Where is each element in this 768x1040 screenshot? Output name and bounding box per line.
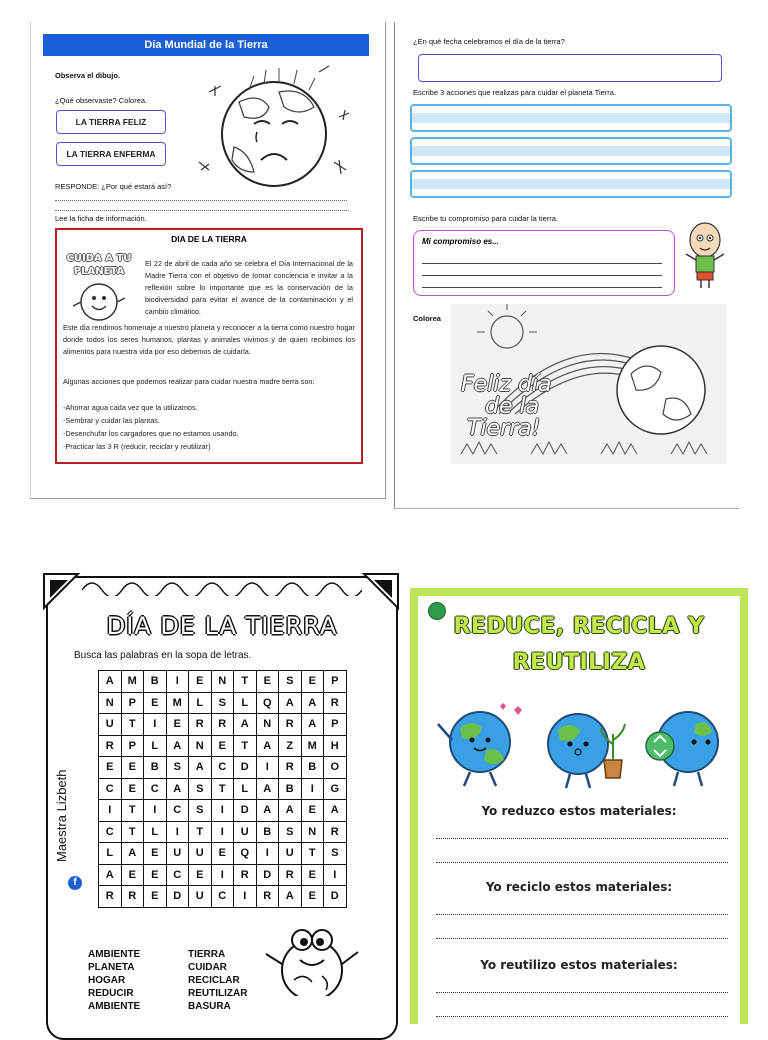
grid-cell[interactable]: R xyxy=(234,864,257,886)
grid-cell[interactable]: M xyxy=(301,735,324,757)
grid-row xyxy=(99,757,347,779)
question-actions: Escribe 3 acciones que realizas para cuidar el planeta Tierra. xyxy=(413,88,617,97)
grid-cell[interactable]: A xyxy=(166,778,189,800)
grid-cell[interactable]: D xyxy=(324,886,347,908)
word-item: REDUCIR xyxy=(88,988,134,999)
grid-cell[interactable]: E xyxy=(166,714,189,736)
action-item: -Ahorrar agua cada vez que la utilizamos. xyxy=(63,403,198,412)
swirl-decoration xyxy=(82,574,362,596)
commitment-box[interactable] xyxy=(413,230,675,296)
grid-cell[interactable]: L xyxy=(144,735,167,757)
grid-cell[interactable]: L xyxy=(234,692,257,714)
grid-cell[interactable]: D xyxy=(166,886,189,908)
grid-cell[interactable]: C xyxy=(144,778,167,800)
earth-recycle-plant-icon xyxy=(534,700,634,790)
grid-cell[interactable]: B xyxy=(279,778,302,800)
grid-cell[interactable]: A xyxy=(256,778,279,800)
question-commitment: Escribe tu compromiso para cuidar la tierra. xyxy=(413,214,559,223)
grid-cell[interactable]: U xyxy=(234,821,257,843)
grid-cell[interactable]: A xyxy=(189,757,212,779)
grid-cell[interactable]: T xyxy=(211,778,234,800)
grid-cell[interactable]: S xyxy=(166,757,189,779)
commitment-line[interactable] xyxy=(422,287,662,288)
grid-cell[interactable]: A xyxy=(234,714,257,736)
grid-cell[interactable]: E xyxy=(121,757,144,779)
grid-cell[interactable]: A xyxy=(99,864,122,886)
word-item: HOGAR xyxy=(88,975,126,986)
word-list-right xyxy=(188,948,247,1013)
grid-cell[interactable]: A xyxy=(324,800,347,822)
banner-line: Feliz día xyxy=(461,372,552,397)
grid-cell[interactable]: B xyxy=(144,671,167,693)
grid-row xyxy=(99,800,347,822)
grid-row xyxy=(99,864,347,886)
grid-cell[interactable]: E xyxy=(144,886,167,908)
grid-cell[interactable]: N xyxy=(189,735,212,757)
cartoon-earth-icon xyxy=(260,920,364,996)
grid-row xyxy=(99,735,347,757)
grid-cell[interactable]: C xyxy=(166,800,189,822)
grid-cell[interactable]: S xyxy=(189,800,212,822)
grid-cell[interactable]: M xyxy=(121,671,144,693)
grid-cell[interactable]: A xyxy=(256,800,279,822)
grid-cell[interactable]: S xyxy=(189,778,212,800)
grid-cell[interactable]: T xyxy=(121,800,144,822)
author-credit: Maestra Lizbeth xyxy=(54,769,69,862)
grid-cell[interactable]: B xyxy=(256,821,279,843)
grid-row xyxy=(99,821,347,843)
grid-cell[interactable]: N xyxy=(301,821,324,843)
word-item: CUIDAR xyxy=(188,962,227,973)
action-item: -Desenchufar los cargadores que no estamos usando. xyxy=(63,429,239,438)
grid-cell[interactable]: E xyxy=(301,671,324,693)
grid-cell[interactable]: L xyxy=(144,821,167,843)
grid-cell[interactable]: L xyxy=(99,843,122,865)
grid-cell[interactable]: T xyxy=(121,821,144,843)
grid-cell[interactable]: E xyxy=(144,864,167,886)
smiling-earth-icon xyxy=(71,280,127,322)
grid-cell[interactable]: I xyxy=(256,757,279,779)
grid-cell[interactable]: I xyxy=(99,800,122,822)
grid-cell[interactable]: S xyxy=(324,843,347,865)
grid-cell[interactable]: T xyxy=(234,735,257,757)
word-item: AMBIENTE xyxy=(88,949,141,960)
grid-cell[interactable]: R xyxy=(99,735,122,757)
grid-cell[interactable]: U xyxy=(189,843,212,865)
grid-cell[interactable]: S xyxy=(279,671,302,693)
grid-cell[interactable]: R xyxy=(279,864,302,886)
banner-line: de la xyxy=(485,394,540,419)
grid-cell[interactable]: I xyxy=(211,864,234,886)
commitment-line[interactable] xyxy=(422,275,662,276)
grid-cell[interactable]: E xyxy=(301,886,324,908)
grid-cell[interactable]: I xyxy=(234,886,257,908)
grid-cell[interactable]: D xyxy=(234,757,257,779)
grid-cell[interactable]: U xyxy=(189,886,212,908)
commitment-label: Mi compromiso es... xyxy=(422,237,499,246)
action-item: -Practicar las 3 R (reducir, reciclar y reutilizar) xyxy=(63,442,211,451)
grid-cell[interactable]: N xyxy=(99,692,122,714)
info-paragraph-1: El 22 de abril de cada año se celebra el Día Internacional de la Madre Tierra con el objetivo de tomar conciencia e invitar a la reflexión sobre lo importante que es la conservación de la biodiversidad para evitar el avance de la contaminación y el cambio climático. xyxy=(145,259,353,316)
grid-cell[interactable]: A xyxy=(256,735,279,757)
reduce-answer-line[interactable] xyxy=(436,838,728,839)
grid-cell[interactable]: A xyxy=(301,692,324,714)
facebook-icon: f xyxy=(68,876,82,890)
grid-cell[interactable]: C xyxy=(211,757,234,779)
grid-cell[interactable]: L xyxy=(189,692,212,714)
recycle-answer-line[interactable] xyxy=(436,914,728,915)
grid-cell[interactable]: B xyxy=(144,757,167,779)
grid-cell[interactable]: Q xyxy=(234,843,257,865)
worksheet-earth-day-questions xyxy=(394,22,739,509)
reduce-answer-line[interactable] xyxy=(436,862,728,863)
care-planet-badge: CUIDA A TU PLANETA xyxy=(66,253,132,277)
word-item: TIERRA xyxy=(188,949,226,960)
info-paragraph-2: Este día rendimos homenaje a nuestro planeta y reconocer a la tierra como nuestro hogar donde todos los seres humanos, plantas y animales vivimos y de quien recibimos los alimentos para nuestra vida por eso debemos de cuidarla. xyxy=(63,323,355,356)
word-search-title: DÍA DE LA TIERRA xyxy=(106,612,338,640)
reuse-answer-line[interactable] xyxy=(436,992,728,993)
grid-cell[interactable]: I xyxy=(324,864,347,886)
recycle-prompt: Yo reciclo estos materiales: xyxy=(485,880,673,894)
grid-cell[interactable]: R xyxy=(324,821,347,843)
grid-cell[interactable]: E xyxy=(99,757,122,779)
grid-cell[interactable]: A xyxy=(279,692,302,714)
word-item: BASURA xyxy=(188,1001,231,1012)
reuse-answer-line[interactable] xyxy=(436,1016,728,1017)
title-line-2: REUTILIZA xyxy=(512,650,646,675)
grid-cell[interactable]: E xyxy=(189,671,212,693)
question-date: ¿En qué fecha celebramos el día de la tierra? xyxy=(413,37,565,46)
corner-ornament-icon xyxy=(42,572,82,612)
grid-cell[interactable]: N xyxy=(256,714,279,736)
grid-cell[interactable]: R xyxy=(279,757,302,779)
title-line-1: REDUCE, RECICLA Y xyxy=(453,614,705,639)
grid-cell[interactable]: Q xyxy=(256,692,279,714)
grid-cell[interactable]: A xyxy=(301,714,324,736)
worksheet-reduce-recycle xyxy=(410,588,748,1024)
respond-label: RESPONDE: ¿Por qué estará así? xyxy=(55,182,172,191)
word-item: REUTILIZAR xyxy=(188,988,248,999)
earth-reduce-icon xyxy=(430,700,530,790)
word-search-instruction: Busca las palabras en la sopa de letras. xyxy=(74,650,252,661)
grid-cell[interactable]: S xyxy=(279,821,302,843)
grid-cell[interactable]: E xyxy=(144,692,167,714)
grid-cell[interactable]: E xyxy=(121,864,144,886)
grid-cell[interactable]: R xyxy=(189,714,212,736)
grid-cell[interactable]: P xyxy=(324,714,347,736)
grid-cell[interactable]: R xyxy=(121,886,144,908)
grid-cell[interactable]: T xyxy=(234,671,257,693)
grid-cell[interactable]: A xyxy=(121,843,144,865)
grid-cell[interactable]: E xyxy=(256,671,279,693)
grid-cell[interactable]: C xyxy=(211,886,234,908)
grid-cell[interactable]: G xyxy=(324,778,347,800)
word-item: RECICLAR xyxy=(188,975,240,986)
grid-cell[interactable]: R xyxy=(324,692,347,714)
action-answer-bar[interactable] xyxy=(410,137,732,165)
grid-cell[interactable]: E xyxy=(211,843,234,865)
grid-cell[interactable]: Z xyxy=(279,735,302,757)
reuse-prompt: Yo reutilizo estos materiales: xyxy=(480,958,678,972)
reduce-prompt: Yo reduzco estos materiales: xyxy=(481,804,677,818)
grid-cell[interactable]: H xyxy=(324,735,347,757)
option-happy-earth[interactable]: LA TIERRA FELIZ xyxy=(56,110,166,134)
grid-cell[interactable]: M xyxy=(166,692,189,714)
grid-cell[interactable]: T xyxy=(189,821,212,843)
grid-cell[interactable]: N xyxy=(211,671,234,693)
grid-cell[interactable]: E xyxy=(301,800,324,822)
recycle-answer-line[interactable] xyxy=(436,938,728,939)
grid-row xyxy=(99,692,347,714)
grid-cell[interactable]: P xyxy=(324,671,347,693)
grid-cell[interactable]: T xyxy=(301,843,324,865)
grid-cell[interactable]: I xyxy=(144,800,167,822)
grid-cell[interactable]: C xyxy=(99,778,122,800)
grid-cell[interactable]: T xyxy=(121,714,144,736)
answer-line[interactable] xyxy=(55,200,347,201)
grid-cell[interactable]: O xyxy=(324,757,347,779)
grid-cell[interactable]: D xyxy=(256,864,279,886)
grid-cell[interactable]: R xyxy=(256,886,279,908)
grid-cell[interactable]: I xyxy=(256,843,279,865)
sad-earth-illustration xyxy=(179,62,369,192)
grid-cell[interactable]: E xyxy=(144,843,167,865)
grid-cell[interactable]: R xyxy=(211,714,234,736)
commitment-line[interactable] xyxy=(422,263,662,264)
grid-cell[interactable]: A xyxy=(166,735,189,757)
grid-cell[interactable]: C xyxy=(99,821,122,843)
grid-cell[interactable]: P xyxy=(121,692,144,714)
earth-reuse-icon xyxy=(634,700,734,790)
grid-cell[interactable]: I xyxy=(211,821,234,843)
word-list-left xyxy=(88,948,140,1013)
grid-cell[interactable]: P xyxy=(121,735,144,757)
grid-row xyxy=(99,671,347,693)
read-instruction: Lee la ficha de información. xyxy=(55,214,147,223)
grid-cell[interactable]: I xyxy=(211,800,234,822)
grid-row xyxy=(99,778,347,800)
grid-cell[interactable]: A xyxy=(279,800,302,822)
grid-cell[interactable]: U xyxy=(166,843,189,865)
grid-cell[interactable]: I xyxy=(301,778,324,800)
action-answer-bar[interactable] xyxy=(410,170,732,198)
action-item: -Sembrar y cuidar las plantas. xyxy=(63,416,160,425)
color-instruction: Colorea xyxy=(413,314,441,323)
info-paragraph-3: Algunas acciones que podemos realizar para cuidar nuestra madre tierra son: xyxy=(63,377,315,386)
grid-cell[interactable]: R xyxy=(99,886,122,908)
banner-line: Tierra! xyxy=(467,416,541,441)
letter-grid[interactable] xyxy=(98,670,347,908)
option-sick-earth[interactable]: LA TIERRA ENFERMA xyxy=(56,142,166,166)
grid-cell[interactable]: A xyxy=(279,886,302,908)
grid-cell[interactable]: E xyxy=(301,864,324,886)
grid-cell[interactable]: C xyxy=(166,864,189,886)
grid-cell[interactable]: B xyxy=(301,757,324,779)
grid-cell[interactable]: D xyxy=(234,800,257,822)
word-item: PLANETA xyxy=(88,962,135,973)
info-box xyxy=(55,228,363,464)
grid-cell[interactable]: S xyxy=(211,692,234,714)
corner-ornament-icon xyxy=(360,572,400,612)
grid-cell[interactable]: I xyxy=(144,714,167,736)
question-label: ¿Qué observaste? Colorea. xyxy=(55,96,148,105)
grid-cell[interactable]: I xyxy=(166,821,189,843)
grid-cell[interactable]: E xyxy=(189,864,212,886)
grid-row xyxy=(99,843,347,865)
grid-cell[interactable]: E xyxy=(211,735,234,757)
date-answer-box[interactable] xyxy=(418,54,722,82)
grid-cell[interactable]: R xyxy=(279,714,302,736)
observe-label: Observa el dibujo. xyxy=(55,71,121,80)
grid-cell[interactable]: U xyxy=(99,714,122,736)
action-answer-bar[interactable] xyxy=(410,104,732,132)
grid-cell[interactable]: L xyxy=(234,778,257,800)
boy-character-icon xyxy=(681,218,729,290)
grid-cell[interactable]: E xyxy=(121,778,144,800)
grid-cell[interactable]: A xyxy=(99,671,122,693)
worksheet-earth-day-info xyxy=(30,22,386,499)
worksheet-title: Día Mundial de la Tierra xyxy=(43,34,369,56)
answer-line[interactable] xyxy=(55,210,347,211)
info-title: DIA DE LA TIERRA xyxy=(171,234,247,244)
worksheet-word-search xyxy=(42,572,402,1024)
grid-row xyxy=(99,886,347,908)
grid-cell[interactable]: U xyxy=(279,843,302,865)
grid-row xyxy=(99,714,347,736)
word-item: AMBIENTE xyxy=(88,1001,141,1012)
grid-cell[interactable]: I xyxy=(166,671,189,693)
